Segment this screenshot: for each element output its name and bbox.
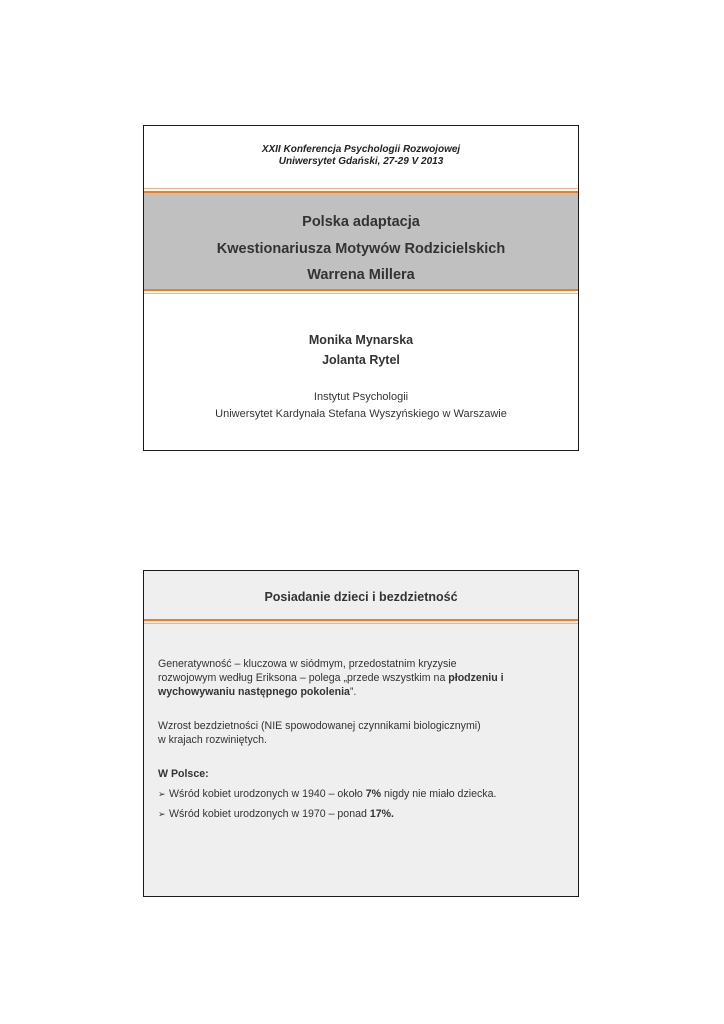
- bullet-text: Wśród kobiet urodzonych w 1970 – ponad: [169, 808, 370, 820]
- paragraph-line: Wzrost bezdzietności (NIE spowodowanej czynnikami biologicznymi): [158, 720, 481, 732]
- poland-section: [158, 767, 568, 821]
- slide-title: Posiadanie dzieci i bezdzietność: [264, 590, 458, 604]
- conference-name: XXII Konferencja Psychologii Rozwojowej: [261, 144, 461, 155]
- list-item: [158, 807, 568, 821]
- paragraph-text: ”.: [349, 686, 357, 698]
- emphasis-text: 17%.: [369, 808, 394, 820]
- paragraph-text: rozwojowym według Eriksona – polega „przede wszystkim na: [158, 672, 449, 684]
- bullet-text: nigdy nie miało dziecka.: [381, 788, 497, 800]
- emphasis-text: płodzeniu i: [448, 672, 504, 684]
- title-slide: [143, 125, 579, 451]
- childlessness-paragraph: [158, 719, 568, 747]
- paragraph-line: w krajach rozwiniętych.: [158, 734, 267, 746]
- arrowhead-bullet-icon: ➢: [158, 789, 166, 799]
- title-line-1: Polska adaptacja: [302, 214, 420, 230]
- poland-heading: W Polsce:: [158, 768, 209, 780]
- slide-header: [144, 571, 578, 621]
- institute-name: Instytut Psychologii: [313, 391, 409, 403]
- author-1: Monika Mynarska: [308, 333, 414, 347]
- paragraph-line: Generatywność – kluczowa w siódmym, przedostatnim kryzysie: [158, 658, 457, 670]
- title-line-3: Warrena Millera: [307, 267, 415, 283]
- generativity-paragraph: [158, 657, 568, 699]
- list-item: [158, 787, 568, 801]
- bullet-text: Wśród kobiet urodzonych w 1940 – około: [169, 788, 366, 800]
- presentation-title: [144, 209, 578, 289]
- university-name: Uniwersytet Kardynała Stefana Wyszyńskiego w Warszawie: [215, 408, 507, 420]
- emphasis-text: 7%: [365, 788, 381, 800]
- title-line-2: Kwestionariusza Motywów Rodzicielskich: [216, 240, 506, 257]
- content-slide: [143, 570, 579, 897]
- title-band: [144, 191, 578, 291]
- author-2: Jolanta Rytel: [322, 353, 400, 367]
- paragraph-line: [158, 671, 568, 685]
- authors: [144, 330, 578, 370]
- paragraph-line: [158, 685, 568, 699]
- conference-venue-date: Uniwersytet Gdański, 27-29 V 2013: [278, 156, 444, 167]
- arrowhead-bullet-icon: ➢: [158, 809, 166, 819]
- slide-body: [158, 657, 568, 827]
- conference-info: [144, 144, 578, 168]
- emphasis-text: wychowywaniu następnego pokolenia: [158, 686, 350, 698]
- affiliation: [144, 389, 578, 423]
